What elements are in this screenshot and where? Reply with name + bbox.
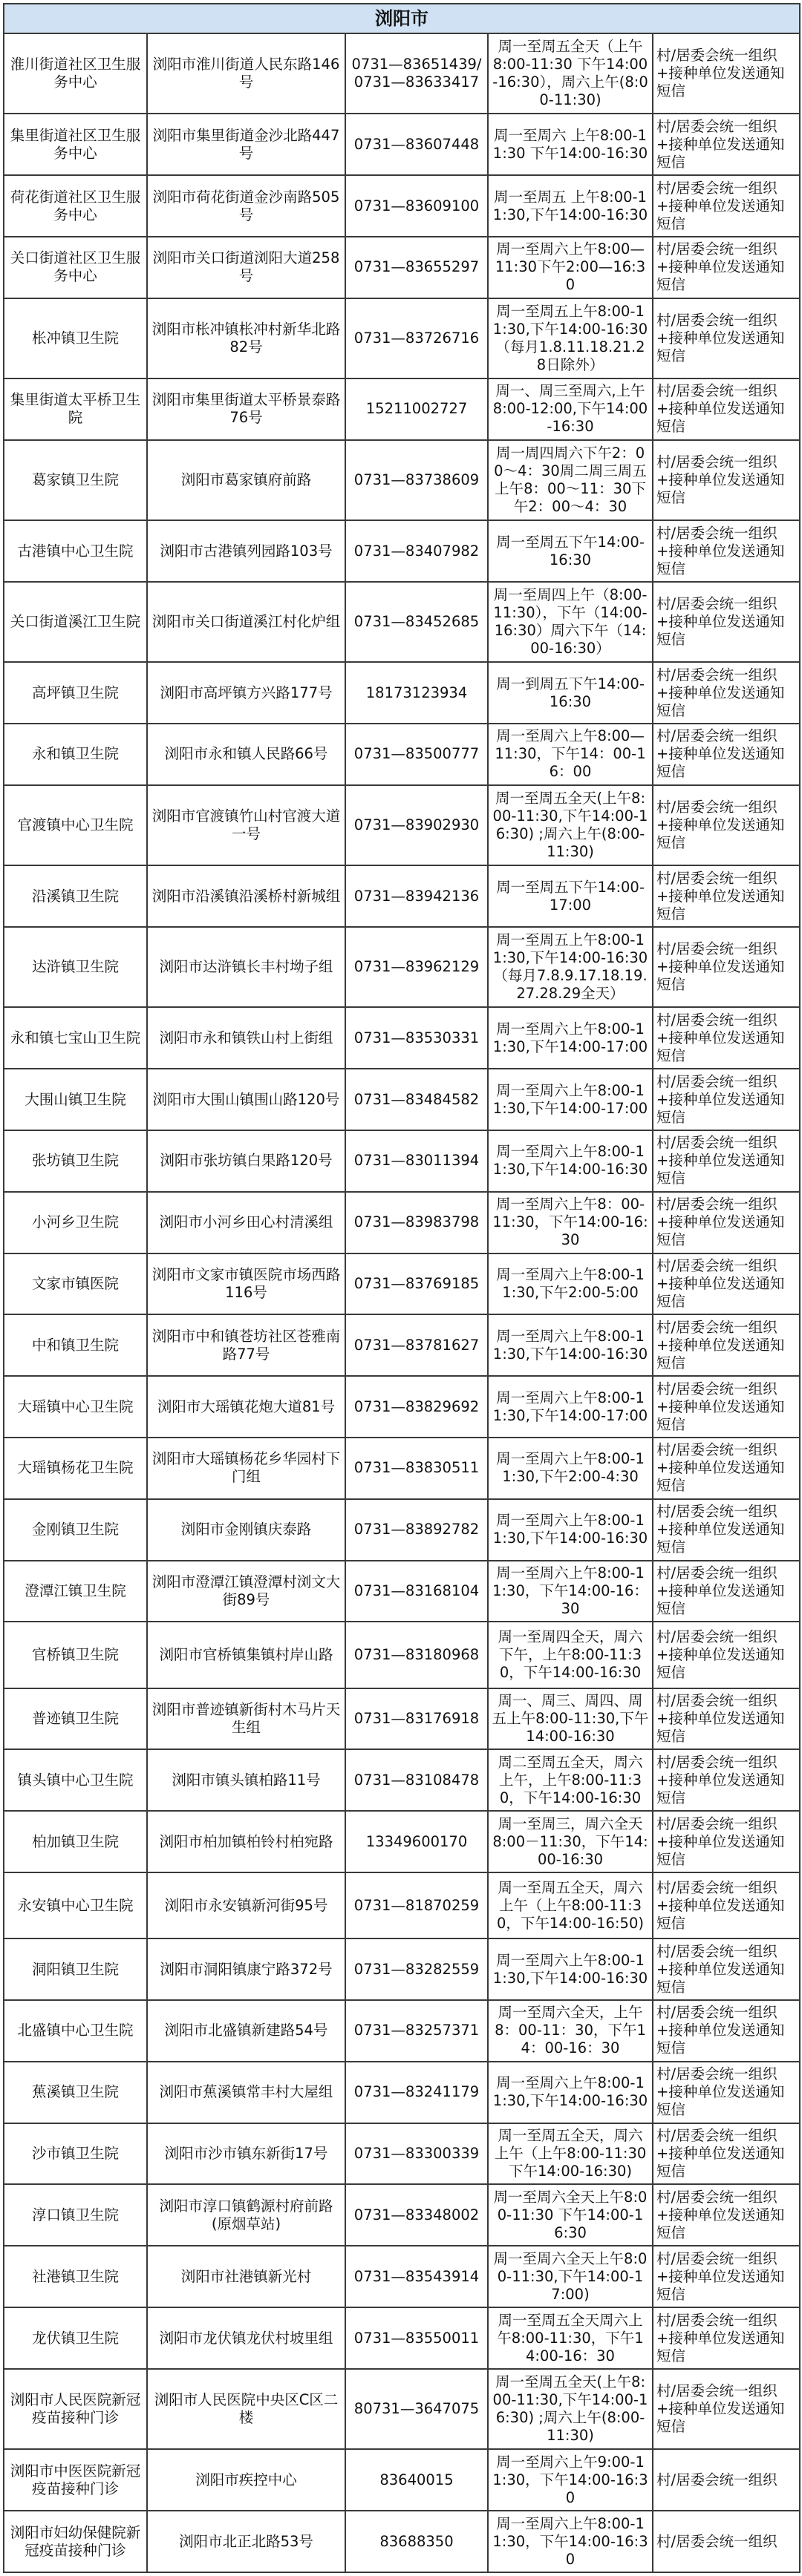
site-phone: 15211002727 [345, 378, 488, 440]
table-row [4, 927, 800, 1007]
site-phone: 0731—83607448 [345, 114, 488, 175]
notice-method: 村/居委会统一组织+接种单位发送通知短信 [653, 1007, 800, 1069]
site-name: 永和镇卫生院 [4, 724, 147, 785]
notice-method: 村/居委会统一组织+接种单位发送通知短信 [653, 785, 800, 865]
notice-method: 村/居委会统一组织+接种单位发送通知短信 [653, 2184, 800, 2246]
site-phone: 0731—83257371 [345, 2000, 488, 2062]
notice-method: 村/居委会统一组织+接种单位发送通知短信 [653, 378, 800, 440]
table-row [4, 1192, 800, 1253]
site-phone: 13349600170 [345, 1811, 488, 1872]
site-phone: 0731—83180968 [345, 1622, 488, 1688]
table-row [4, 724, 800, 785]
site-address: 浏阳市蕉溪镇常丰村大屋组 [147, 2062, 345, 2123]
site-name: 高坪镇卫生院 [4, 662, 147, 724]
site-phone: 0731—83168104 [345, 1561, 488, 1622]
table-row [4, 237, 800, 298]
notice-method: 村/居委会统一组织+接种单位发送通知短信 [653, 2000, 800, 2062]
site-name: 永安镇中心卫生院 [4, 1872, 147, 1938]
table-row [4, 1811, 800, 1872]
table-row [4, 1130, 800, 1192]
notice-method: 村/居委会统一组织+接种单位发送通知短信 [653, 1499, 800, 1561]
site-name: 沿溪镇卫生院 [4, 865, 147, 927]
notice-method: 村/居委会统一组织+接种单位发送通知短信 [653, 298, 800, 378]
site-hours: 周一至周五上午8:00-11:30,下午14:00-16:30（每月7.8.9.17.18.19.27.28.29全天） [488, 927, 653, 1007]
site-hours: 周一至周六上午8:00-11:30,下午14:00-16:30 [488, 1938, 653, 2000]
site-address: 浏阳市疾控中心 [147, 2449, 345, 2511]
notice-method: 村/居委会统一组织+接种单位发送通知短信 [653, 1376, 800, 1438]
site-address: 浏阳市北正北路53号 [147, 2511, 345, 2572]
site-hours: 周一至周六上午8:00—11:30，下午14：00-16：00 [488, 724, 653, 785]
site-hours: 周一至周六全天，上午8：00-11：30，下午14：00-16：30 [488, 2000, 653, 2062]
site-phone: 18173123934 [345, 662, 488, 724]
site-name: 金刚镇卫生院 [4, 1499, 147, 1561]
site-name: 浏阳市人民医院新冠疫苗接种门诊 [4, 2369, 147, 2449]
site-phone: 0731—83108478 [345, 1749, 488, 1811]
site-address: 浏阳市社港镇新光村 [147, 2246, 345, 2307]
site-address: 浏阳市龙伏镇龙伏村坡里组 [147, 2307, 345, 2369]
site-hours: 周一至周六上午8:00-11:30，下午14:00-16：30 [488, 1561, 653, 1622]
site-name: 浏阳市中医医院新冠疫苗接种门诊 [4, 2449, 147, 2511]
site-name: 龙伏镇卫生院 [4, 2307, 147, 2369]
site-hours: 周一至周五下午14:00-16:30 [488, 520, 653, 582]
site-phone: 0731—83902930 [345, 785, 488, 865]
site-phone: 0731—83176918 [345, 1688, 488, 1750]
site-phone: 0731—83609100 [345, 175, 488, 237]
site-hours: 周一至周六上午8:00-11:30,下午2:00-4:30 [488, 1438, 653, 1499]
notice-method: 村/居委会统一组织+接种单位发送通知短信 [653, 1192, 800, 1253]
site-name: 古港镇中心卫生院 [4, 520, 147, 582]
notice-method: 村/居委会统一组织+接种单位发送通知短信 [653, 662, 800, 724]
notice-method: 村/居委会统一组织+接种单位发送通知短信 [653, 520, 800, 582]
table-row [4, 1253, 800, 1315]
site-phone: 0731—83651439/0731—83633417 [345, 33, 488, 114]
site-hours: 周一周四周六下午2：00～4：30周二周三周五上午8：00～11：30下午2：00～4：30 [488, 440, 653, 520]
site-address: 浏阳市永安镇新河街95号 [147, 1872, 345, 1938]
site-phone: 83640015 [345, 2449, 488, 2511]
site-name: 柏加镇卫生院 [4, 1811, 147, 1872]
site-name: 淮川街道社区卫生服务中心 [4, 33, 147, 114]
notice-method: 村/居委会统一组织+接种单位发送通知短信 [653, 1622, 800, 1688]
table-row [4, 440, 800, 520]
site-hours: 周一至周六上午8:00-11:30,下午14:00-16:30 [488, 1499, 653, 1561]
site-phone: 0731—83892782 [345, 1499, 488, 1561]
site-hours: 周一至周六上午8:00-11:30,下午14:00-16:30 [488, 1130, 653, 1192]
table-row [4, 1872, 800, 1938]
site-name: 葛家镇卫生院 [4, 440, 147, 520]
site-hours: 周一至周五全天（上午8:00-11:30 下午14:00-16:30），周六上午(8:00-11:30) [488, 33, 653, 114]
site-address: 浏阳市张坊镇白果路120号 [147, 1130, 345, 1192]
site-name: 关口街道社区卫生服务中心 [4, 237, 147, 298]
notice-method: 村/居委会统一组织+接种单位发送通知短信 [653, 865, 800, 927]
table-body [4, 33, 800, 2572]
table-row [4, 114, 800, 175]
site-address: 浏阳市官渡镇竹山村官渡大道一号 [147, 785, 345, 865]
site-phone: 0731—83738609 [345, 440, 488, 520]
site-address: 浏阳市古港镇列园路103号 [147, 520, 345, 582]
table-row [4, 582, 800, 662]
site-address: 浏阳市镇头镇柏路11号 [147, 1749, 345, 1811]
site-phone: 0731—83530331 [345, 1007, 488, 1069]
site-name: 官桥镇卫生院 [4, 1622, 147, 1688]
site-address: 浏阳市小河乡田心村清溪组 [147, 1192, 345, 1253]
site-hours: 周一至周六上午8:00-11:30,下午14:00-17:00 [488, 1007, 653, 1069]
table-row [4, 1314, 800, 1376]
site-phone: 0731—83769185 [345, 1253, 488, 1315]
notice-method: 村/居委会统一组织+接种单位发送通知短信 [653, 1872, 800, 1938]
site-name: 中和镇卫生院 [4, 1314, 147, 1376]
site-address: 浏阳市洞阳镇康宁路372号 [147, 1938, 345, 2000]
notice-method: 村/居委会统一组织+接种单位发送通知短信 [653, 2062, 800, 2123]
table-row [4, 1376, 800, 1438]
table-row [4, 1561, 800, 1622]
table-row [4, 1069, 800, 1130]
site-hours: 周一至周六上午8:00-11:30,下午14:00-17:00 [488, 1069, 653, 1130]
site-hours: 周一至周六上午8:00-11:30，下午14:00-16:30 [488, 2511, 653, 2572]
site-phone: 0731—83655297 [345, 237, 488, 298]
notice-method: 村/居委会统一组织+接种单位发送通知短信 [653, 237, 800, 298]
site-address: 浏阳市关口街道溪江村化炉组 [147, 582, 345, 662]
site-phone: 0731—83781627 [345, 1314, 488, 1376]
table-row [4, 785, 800, 865]
notice-method: 村/居委会统一组织+接种单位发送通知短信 [653, 440, 800, 520]
site-address: 浏阳市永和镇人民路66号 [147, 724, 345, 785]
site-address: 浏阳市澄潭江镇澄潭村浏文大街89号 [147, 1561, 345, 1622]
site-address: 浏阳市文家市镇医院市场西路116号 [147, 1253, 345, 1315]
table-row [4, 298, 800, 378]
table-row [4, 2184, 800, 2246]
site-phone: 0731—83348002 [345, 2184, 488, 2246]
site-hours: 周一至周五上午8:00-11:30,下午14:00-16:30（每月1.8.11.18.21.28日除外） [488, 298, 653, 378]
site-name: 文家市镇医院 [4, 1253, 147, 1315]
table-row [4, 1938, 800, 2000]
site-hours: 周一至周三，周六全天8:00－11:30，下午14:00-16:30 [488, 1811, 653, 1872]
site-name: 淳口镇卫生院 [4, 2184, 147, 2246]
site-name: 枨冲镇卫生院 [4, 298, 147, 378]
notice-method: 村/居委会统一组织+接种单位发送通知短信 [653, 2123, 800, 2185]
notice-method: 村/居委会统一组织+接种单位发送通知短信 [653, 1561, 800, 1622]
site-phone: 0731—83452685 [345, 582, 488, 662]
table-row [4, 2246, 800, 2307]
site-address: 浏阳市达浒镇长丰村坳子组 [147, 927, 345, 1007]
site-hours: 周一至周六上午8:00-11:30,下午14:00-16:30 [488, 2062, 653, 2123]
site-phone: 0731—83942136 [345, 865, 488, 927]
site-hours: 周一至周五全天周六上午8:00-11:30，下午14:00-16：30 [488, 2307, 653, 2369]
site-name: 达浒镇卫生院 [4, 927, 147, 1007]
site-address: 浏阳市官桥镇集镇村岸山路 [147, 1622, 345, 1688]
site-hours: 周一至周六全天上午8:00-11:30 下午14:00-16:30 [488, 2184, 653, 2246]
site-hours: 周一至周五全天(上午8:00-11:30,下午14:00-16:30) ;周六上午(8:00-11:30) [488, 785, 653, 865]
site-hours: 周一到周五下午14:00-16:30 [488, 662, 653, 724]
notice-method: 村/居委会统一组织+接种单位发送通知短信 [653, 2369, 800, 2449]
table-row [4, 378, 800, 440]
site-hours: 周二至周五全天，周六上午，上午8:00-11:30，下午14:00-16:30 [488, 1749, 653, 1811]
notice-method: 村/居委会统一组织+接种单位发送通知短信 [653, 927, 800, 1007]
notice-method: 村/居委会统一组织+接种单位发送通知短信 [653, 114, 800, 175]
site-name: 社港镇卫生院 [4, 2246, 147, 2307]
table-row [4, 2062, 800, 2123]
site-phone: 0731—83500777 [345, 724, 488, 785]
site-hours: 周一、周三、周四、周五上午8:00-11:30,下午14:00-16:30 [488, 1688, 653, 1750]
site-name: 大围山镇卫生院 [4, 1069, 147, 1130]
site-address: 浏阳市柏加镇柏铃村柏宛路 [147, 1811, 345, 1872]
site-phone: 0731—83011394 [345, 1130, 488, 1192]
page-wrapper [3, 3, 799, 2573]
table-row [4, 2511, 800, 2572]
site-name: 关口街道溪江卫生院 [4, 582, 147, 662]
notice-method: 村/居委会统一组织+接种单位发送通知短信 [653, 2307, 800, 2369]
site-address: 浏阳市集里街道金沙北路447号 [147, 114, 345, 175]
vaccination-sites-table [3, 3, 801, 2573]
notice-method: 村/居委会统一组织+接种单位发送通知短信 [653, 1253, 800, 1315]
site-address: 浏阳市葛家镇府前路 [147, 440, 345, 520]
site-phone: 0731—83484582 [345, 1069, 488, 1130]
site-hours: 周一至周六 上午8:00-11:30 下午14:00-16:30 [488, 114, 653, 175]
site-name: 大瑶镇中心卫生院 [4, 1376, 147, 1438]
table-row [4, 2449, 800, 2511]
site-hours: 周一至周六上午8:00-11:30,下午14:00-16:30 [488, 1314, 653, 1376]
site-phone: 0731—81870259 [345, 1872, 488, 1938]
site-phone: 0731—83550011 [345, 2307, 488, 2369]
site-hours: 周一至周六全天上午8:00-11:30,下午14:00-17:00) [488, 2246, 653, 2307]
site-address: 浏阳市大围山镇围山路120号 [147, 1069, 345, 1130]
site-address: 浏阳市普迹镇新街村木马片天生组 [147, 1688, 345, 1750]
site-name: 集里街道社区卫生服务中心 [4, 114, 147, 175]
site-hours: 周一至周四全天，周六下午，上午8:00-11:30，下午14:00-16:30 [488, 1622, 653, 1688]
notice-method: 村/居委会统一组织+接种单位发送通知短信 [653, 1938, 800, 2000]
site-address: 浏阳市永和镇铁山村上街组 [147, 1007, 345, 1069]
table-row [4, 1749, 800, 1811]
site-name: 浏阳市妇幼保健院新冠疫苗接种门诊 [4, 2511, 147, 2572]
site-hours: 周一至周五 上午8:00-11:30,下午14:00-16:30 [488, 175, 653, 237]
notice-method: 村/居委会统一组织+接种单位发送通知短信 [653, 1749, 800, 1811]
notice-method: 村/居委会统一组织+接种单位发送通知短信 [653, 1314, 800, 1376]
site-phone: 0731—83962129 [345, 927, 488, 1007]
site-phone: 80731—3647075 [345, 2369, 488, 2449]
site-hours: 周一至周五全天，周六上午（上午8:00-11:30，下午14:00-16:50) [488, 1872, 653, 1938]
notice-method: 村/居委会统一组织+接种单位发送通知短信 [653, 582, 800, 662]
site-phone: 0731—83829692 [345, 1376, 488, 1438]
notice-method: 村/居委会统一组织+接种单位发送通知短信 [653, 1811, 800, 1872]
site-hours: 周一至周五全天，周六上午（上午8:00-11:30 下午14:00-16:30) [488, 2123, 653, 2185]
notice-method: 村/居委会统一组织+接种单位发送通知短信 [653, 1130, 800, 1192]
site-address: 浏阳市高坪镇方兴路177号 [147, 662, 345, 724]
notice-method: 村/居委会统一组织+接种单位发送通知短信 [653, 1438, 800, 1499]
site-address: 浏阳市大瑶镇花炮大道81号 [147, 1376, 345, 1438]
site-name: 官渡镇中心卫生院 [4, 785, 147, 865]
site-name: 大瑶镇杨花卫生院 [4, 1438, 147, 1499]
site-name: 小河乡卫生院 [4, 1192, 147, 1253]
site-address: 浏阳市淮川街道人民东路146号 [147, 33, 345, 114]
site-hours: 周一至周六上午9:00-11:30，下午14:00-16:30 [488, 2449, 653, 2511]
site-name: 张坊镇卫生院 [4, 1130, 147, 1192]
notice-method: 村/居委会统一组织 [653, 2449, 800, 2511]
site-address: 浏阳市沙市镇东新街17号 [147, 2123, 345, 2185]
table-row [4, 1438, 800, 1499]
site-name: 澄潭江镇卫生院 [4, 1561, 147, 1622]
site-phone: 83688350 [345, 2511, 488, 2572]
site-phone: 0731—83241179 [345, 2062, 488, 2123]
site-hours: 周一至周五全天(上午8:00-11:30,下午14:00-16:30) ;周六上午(8:00-11:30) [488, 2369, 653, 2449]
site-name: 镇头镇中心卫生院 [4, 1749, 147, 1811]
site-name: 集里街道太平桥卫生院 [4, 378, 147, 440]
table-row [4, 2307, 800, 2369]
notice-method: 村/居委会统一组织+接种单位发送通知短信 [653, 33, 800, 114]
table-title-row [4, 4, 800, 33]
site-hours: 周一至周六上午8：00-11:30，下午14:00-16:30 [488, 1192, 653, 1253]
site-phone: 0731—83543914 [345, 2246, 488, 2307]
notice-method: 村/居委会统一组织+接种单位发送通知短信 [653, 175, 800, 237]
table-row [4, 1007, 800, 1069]
table-row [4, 2000, 800, 2062]
table-row [4, 1688, 800, 1750]
site-phone: 0731—83726716 [345, 298, 488, 378]
site-name: 普迹镇卫生院 [4, 1688, 147, 1750]
site-hours: 周一至周四上午（8:00-11:30），下午（14:00-16:30）周六下午（14:00-16:30） [488, 582, 653, 662]
notice-method: 村/居委会统一组织+接种单位发送通知短信 [653, 724, 800, 785]
site-hours: 周一至周六上午8:00-11:30,下午2:00-5:00 [488, 1253, 653, 1315]
site-name: 洞阳镇卫生院 [4, 1938, 147, 2000]
site-phone: 0731—83407982 [345, 520, 488, 582]
site-address: 浏阳市荷花街道金沙南路505号 [147, 175, 345, 237]
table-title: 浏阳市 [4, 4, 800, 33]
site-name: 荷花街道社区卫生服务中心 [4, 175, 147, 237]
site-address: 浏阳市人民医院中央区C区二楼 [147, 2369, 345, 2449]
table-row [4, 1622, 800, 1688]
site-address: 浏阳市北盛镇新建路54号 [147, 2000, 345, 2062]
table-row [4, 520, 800, 582]
site-name: 蕉溪镇卫生院 [4, 2062, 147, 2123]
site-address: 浏阳市枨冲镇枨冲村新华北路82号 [147, 298, 345, 378]
table-row [4, 2369, 800, 2449]
notice-method: 村/居委会统一组织+接种单位发送通知短信 [653, 2246, 800, 2307]
notice-method: 村/居委会统一组织 [653, 2511, 800, 2572]
site-address: 浏阳市金刚镇庆泰路 [147, 1499, 345, 1561]
site-address: 浏阳市中和镇苍坊社区苍雅南路77号 [147, 1314, 345, 1376]
table-row [4, 175, 800, 237]
site-phone: 0731—83282559 [345, 1938, 488, 2000]
site-address: 浏阳市关口街道浏阳大道258号 [147, 237, 345, 298]
site-name: 永和镇七宝山卫生院 [4, 1007, 147, 1069]
site-address: 浏阳市淳口镇鹤源村府前路(原烟草站) [147, 2184, 345, 2246]
site-phone: 0731—83983798 [345, 1192, 488, 1253]
site-phone: 0731—83830511 [345, 1438, 488, 1499]
table-row [4, 865, 800, 927]
table-row [4, 662, 800, 724]
table-row [4, 1499, 800, 1561]
site-phone: 0731—83300339 [345, 2123, 488, 2185]
site-address: 浏阳市沿溪镇沿溪桥村新城组 [147, 865, 345, 927]
table-row [4, 33, 800, 114]
site-address: 浏阳市集里街道太平桥景泰路76号 [147, 378, 345, 440]
site-hours: 周一、周三至周六,上午8:00-12:00,下午14:00-16:30 [488, 378, 653, 440]
notice-method: 村/居委会统一组织+接种单位发送通知短信 [653, 1688, 800, 1750]
site-name: 沙市镇卫生院 [4, 2123, 147, 2185]
site-hours: 周一至周六上午8:00—11:30下午2:00—16:30 [488, 237, 653, 298]
site-hours: 周一至周六上午8:00-11:30,下午14:00-17:00 [488, 1376, 653, 1438]
site-hours: 周一至周五下午14:00-17:00 [488, 865, 653, 927]
table-row [4, 2123, 800, 2185]
site-name: 北盛镇中心卫生院 [4, 2000, 147, 2062]
notice-method: 村/居委会统一组织+接种单位发送通知短信 [653, 1069, 800, 1130]
site-address: 浏阳市大瑶镇杨花乡华园村下门组 [147, 1438, 345, 1499]
